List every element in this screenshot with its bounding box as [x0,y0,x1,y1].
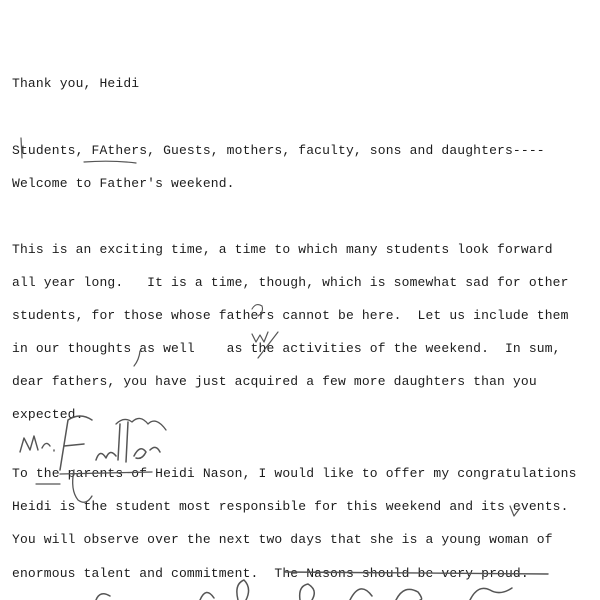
text-line: Students, FAthers, Guests, mothers, faculty, sons and daughters---- [12,143,545,158]
text-line: Thank you, Heidi [12,76,140,91]
text-line: Heidi is the student most responsible for this weekend and its events. [12,499,569,514]
underline-mark [84,161,136,163]
text-line: Welcome to Father's weekend. [12,176,235,191]
text-line: dear fathers, you have just acquired a few more daughters than you [12,374,537,389]
text-line: You will observe over the next two days that she is a young woman of [12,532,553,547]
text-line: students, for those whose fathers cannot be here. Let us include them [12,308,569,323]
signature-mark [60,416,160,470]
signature-mark [116,418,166,430]
text-line: expected. [12,407,84,422]
text-line: enormous talent and commitment. The Nasons should be very proud. [12,566,529,581]
text-line: all year long. It is a time, though, which is somewhat sad for other [12,275,569,290]
text-line: in our thoughts as well as the activities of the weekend. In sum, [12,341,561,356]
signature-mark [20,436,54,452]
text-line: To the parents of Heidi Nason, I would like to offer my congratulations [12,466,577,481]
text-line: This is an exciting time, a time to which many students look forward [12,242,553,257]
handwriting-mark [96,580,512,600]
